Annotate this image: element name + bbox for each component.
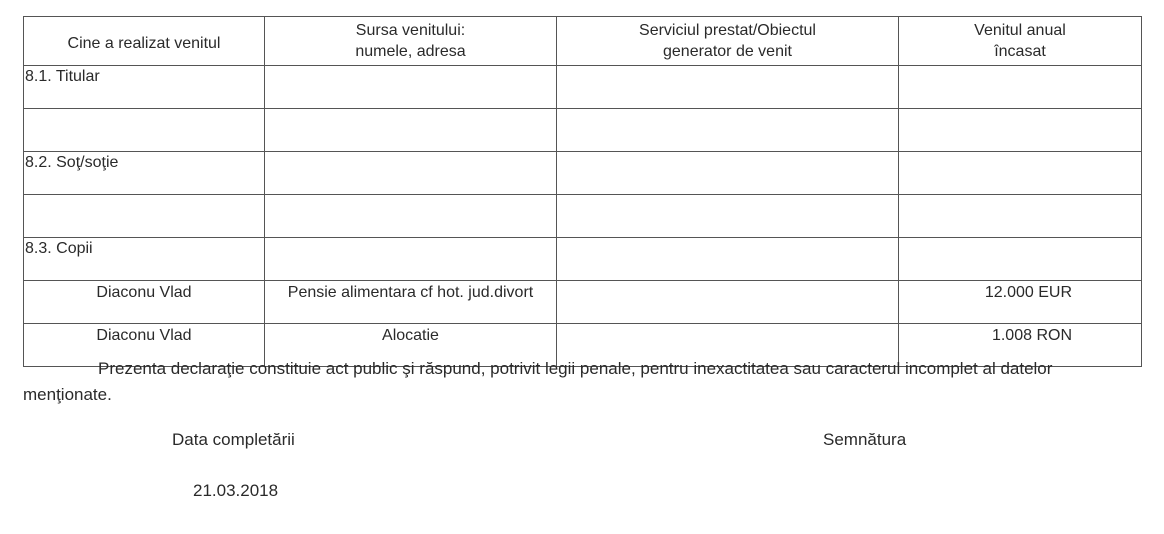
- cell-who: [24, 109, 265, 152]
- cell-income: 1.008 RON: [899, 324, 1142, 367]
- cell-service: [557, 238, 899, 281]
- header-source: Sursa venitului: numele, adresa: [265, 17, 557, 66]
- table-row: [24, 66, 1142, 109]
- cell-service: [557, 66, 899, 109]
- cell-source: [265, 109, 557, 152]
- cell-who: 8.2. Soţ/soţie: [24, 152, 265, 195]
- cell-who: 8.3. Copii: [24, 238, 265, 281]
- cell-income: 12.000 EUR: [899, 281, 1142, 324]
- cell-who: [24, 195, 265, 238]
- cell-who: Diaconu Vlad: [24, 281, 265, 324]
- date-label: Data completării: [172, 430, 295, 449]
- cell-source: [265, 195, 557, 238]
- table-row: [24, 152, 1142, 195]
- cell-source: [265, 238, 557, 281]
- header-who: Cine a realizat venitul: [24, 17, 265, 66]
- cell-service: [557, 195, 899, 238]
- cell-service: [557, 152, 899, 195]
- cell-income: [899, 109, 1142, 152]
- cell-source: Alocatie: [265, 324, 557, 367]
- date-value: 21.03.2018: [193, 481, 279, 500]
- cell-who: 8.1. Titular: [24, 66, 265, 109]
- cell-income: [899, 152, 1142, 195]
- table-header-row: [24, 17, 1142, 66]
- signature-label: Semnătura: [823, 430, 907, 449]
- cell-service: [557, 109, 899, 152]
- table-row: [24, 281, 1142, 324]
- cell-source: Pensie alimentara cf hot. jud.divort: [265, 281, 557, 324]
- table-row: [24, 109, 1142, 152]
- header-income: Venitul anual încasat: [899, 17, 1142, 66]
- header-service: Serviciul prestat/Obiectul generator de venit: [557, 17, 899, 66]
- cell-service: [557, 281, 899, 324]
- cell-income: [899, 195, 1142, 238]
- cell-who: Diaconu Vlad: [24, 324, 265, 367]
- table-row: [24, 238, 1142, 281]
- table-row: [24, 195, 1142, 238]
- cell-source: [265, 152, 557, 195]
- cell-income: [899, 238, 1142, 281]
- cell-income: [899, 66, 1142, 109]
- declaration-text: Prezenta declaraţie constituie act public şi răspund, potrivit legii penale, pentru inexactitatea sau caracterul incomplet al datelor menţionate.: [23, 359, 1053, 404]
- income-table: [23, 16, 1142, 367]
- cell-source: [265, 66, 557, 109]
